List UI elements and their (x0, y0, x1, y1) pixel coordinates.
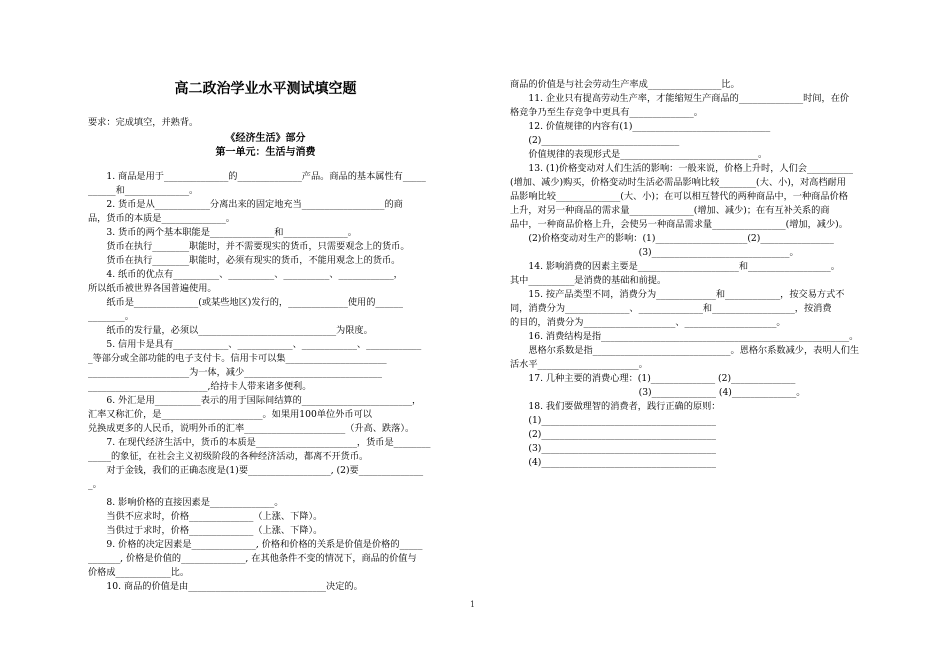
question-line: (3)______________ (4)______________。 (510, 387, 806, 398)
question-line: 上升，对另一种商品的需求量______________(增加、减少)；在有互补关系的商 (510, 205, 830, 216)
question-line: 4. 纸币的优点有__________、__________、__________、____________， (88, 269, 403, 280)
question-line: 同，消费分为______________、______________和__________________，按消费 (510, 303, 832, 314)
question-line: 3. 货币的两个基本职能是______________和______________。 (88, 227, 357, 238)
question-line: 所以纸币被世界各国普遍使用。 (88, 283, 217, 294)
question-line: (3)______________________________________ (510, 443, 716, 454)
question-line: 活水平______________________。 (510, 359, 648, 370)
question-line: 品影响比较______________(大、小)；在可以相互替代的两种商品中，一种商品价格 (510, 191, 848, 202)
question-line: (3)______________________________。 (510, 247, 799, 258)
question-line: 纸币的发行量，必须以______________________________为限度。 (88, 325, 373, 336)
question-line: 当供过于求时，价格______________（上涨、下降）。 (88, 525, 323, 536)
question-line: 兑换成更多的人民币，说明外币的汇率______________________（升高、跌落）。 (88, 423, 415, 434)
question-line: ______________________为一体，减少______________________________ (88, 367, 382, 378)
question-line: 货币在执行________职能时，并不需要现实的货币，只需要观念上的货币。 (88, 241, 410, 252)
question-line: 8. 影响价格的直接因素是______________。 (88, 497, 284, 508)
unit-heading: 第一单元：生活与消费 (215, 147, 316, 158)
question-line: 品中，一种商品价格上升，会使另一种商品需求量________________(增加，减少)。 (510, 219, 848, 230)
question-line: 对于金钱，我们的正确态度是(1)要__________________, (2)要______________ (88, 465, 424, 476)
question-line: 当供不应求时，价格______________（上涨、下降）。 (88, 511, 323, 522)
question-line: 12. 价值规律的内容有(1)______________________________ (510, 121, 771, 132)
page-number: 1 (470, 600, 476, 609)
question-line: (4)______________________________________ (510, 457, 716, 468)
question-line: 6. 外汇是用__________表示的用于国际间结算的________________________， (88, 395, 422, 406)
question-line: (2)______________________________________ (510, 429, 716, 440)
question-line: (2)______________________________ (510, 135, 680, 146)
question-line: 14. 影响消费的因素主要是______________________和__________________。 (510, 261, 840, 272)
question-line: _______, 价格是价值的______________, 在其他条件不变的情况下，商品的价值与 (88, 553, 417, 564)
question-line: _____的象征，在社会主义初级阶段的各种经济活动，都离不开货币。 (88, 451, 369, 462)
question-line: 9. 价格的决定因素是______________, 价格和价格的关系是价值是价格的_____ (88, 539, 423, 550)
question-line: 5. 信用卡是具有____________、____________、____________、____________ (88, 339, 422, 350)
page-title: 高二政治学业水平测试填空题 (174, 81, 357, 97)
question-line: 恩格尔系数是指______________________________。恩格尔系数减少，表明人们生 (510, 345, 860, 356)
question-line: 格竞争乃至生存竞争中更具有______________。 (510, 107, 703, 118)
question-line: _。 (88, 479, 102, 490)
question-line: 16. 消费结构是指______________________________________________________。 (510, 331, 859, 342)
question-line: 商品的价值是与社会劳动生产率成________________比。 (510, 79, 740, 90)
question-line: 17. 几种主要的消费心理：(1)______________ (2)______________ (510, 373, 796, 384)
question-line: 1. 商品是用于______________的______________产品。商品的基本属性有_____ (88, 171, 426, 182)
question-line: 其中__________是消费的基础和前提。 (510, 275, 667, 286)
question-line: 7. 在现代经济生活中，货币的本质是______________________，货币是________ (88, 437, 431, 448)
question-line: 18. 我们要做理智的消费者，践行正确的原则： (510, 401, 721, 412)
question-line: 价格成____________比。 (88, 567, 190, 578)
question-line: 品，货币的本质是______________。 (88, 213, 235, 224)
section-heading: 《经济生活》部分 (225, 133, 306, 144)
question-line: (增加、减少)购买，价格变动时生活必需品影响比较________(大、小)，对高档耐用 (510, 177, 846, 188)
question-line: ________。 (88, 311, 134, 322)
question-line: _等部分或全部功能的电子支付卡。信用卡可以集______________________ (88, 353, 387, 364)
question-line: 13. (1)价格变动对人们生活的影响：一般来说，价格上升时，人们会__________ (510, 163, 853, 174)
question-line: 价值规律的表现形式是______________________________。 (510, 149, 768, 160)
question-line: (2)价格变动对生产的影响：(1)____________________(2)________________ (510, 233, 834, 244)
question-line: 15. 按产品类型不同，消费分为_____________和____________，按交易方式不 (510, 289, 845, 300)
question-line: ______和______________。 (88, 185, 199, 196)
question-line: 11. 企业只有提高劳动生产率，才能缩短生产商品的______________时间，在价 (510, 93, 850, 104)
question-line: __________________________,给持卡人带来诸多便利。 (88, 381, 312, 392)
question-line: 的目的，消费分为____________________、____________________。 (510, 317, 786, 328)
question-line: 10. 商品的价值是由______________________________决定的。 (88, 581, 363, 592)
question-line: 汇率又称汇价，是______________________。如果用100单位外币可以 (88, 409, 372, 420)
question-line: 2. 货币是从____________分离出来的固定地充当__________________的商 (88, 199, 403, 210)
question-line: 货币在执行________职能时，必须有现实的货币，不能用观念上的货币。 (88, 255, 401, 266)
question-line: (1)______________________________________ (510, 415, 716, 426)
question-line: 纸币是______________(或某些地区)发行的，_____________使用的______ (88, 297, 403, 308)
requirement-text: 要求：完成填空，并熟背。 (88, 117, 199, 128)
